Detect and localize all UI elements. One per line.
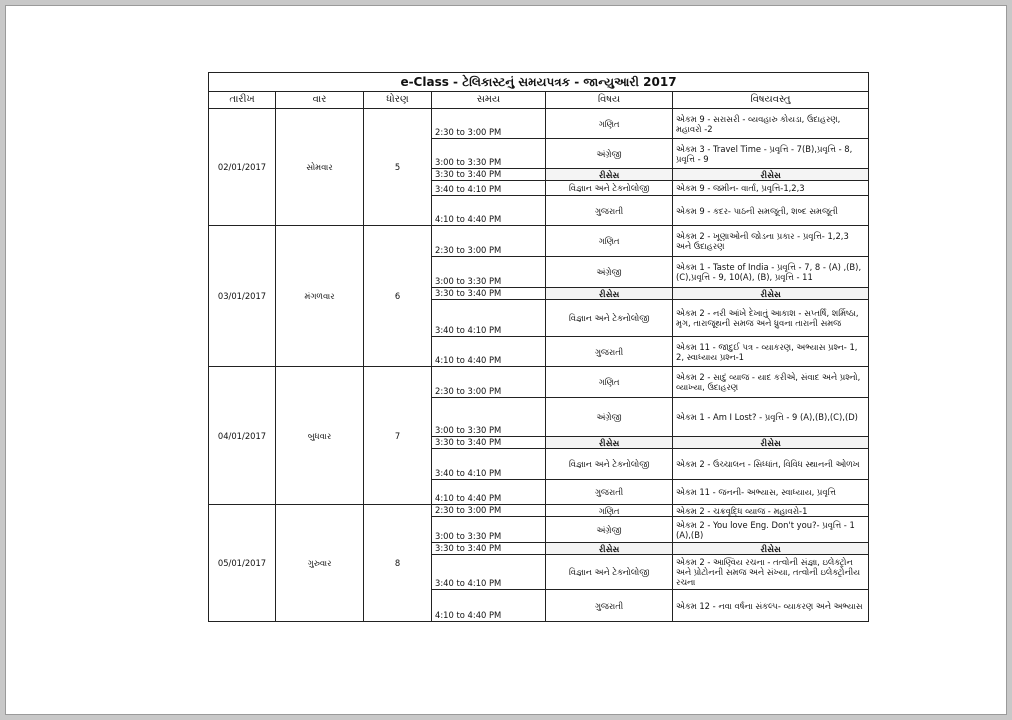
slot-content: રીસેસ [673,288,869,300]
slot-time: 4:10 to 4:40 PM [432,196,546,226]
schedule-table [208,72,869,622]
row-date: 05/01/2017 [209,505,276,622]
slot-content: એકમ 2 - આણ્વિય રચના - તત્વોની સંજ્ઞા, ઇલેક્ટ્રોન અને પ્રોટોનની સમજ અને સંખ્યા, તત્વોની ઇલેક્ટ્રોનીય રચના [673,555,869,590]
slot-subject: ગુજરાતી [546,337,673,367]
slot-content: એકમ 2 - નરી આંખે દેખાતું આકાશ - સપ્તર્ષિ, શર્મિષ્ઠા, મૃગ, તારાજૂથની સમજ અને ધ્રુવના તારાની સમજ [673,300,869,337]
slot-content: રીસેસ [673,169,869,181]
slot-time: 2:30 to 3:00 PM [432,226,546,257]
slot-time: 4:10 to 4:40 PM [432,480,546,505]
slot-time: 3:30 to 3:40 PM [432,169,546,181]
header-subject: વિષય [546,92,673,109]
title-row [209,73,869,92]
row-day: ગુરુવાર [276,505,364,622]
header-standard: ધોરણ [364,92,432,109]
row-date: 03/01/2017 [209,226,276,367]
slot-content: રીસેસ [673,437,869,449]
slot-time: 3:00 to 3:30 PM [432,517,546,543]
slot-subject: વિજ્ઞાન અને ટેક્નોલોજી [546,449,673,480]
slot-time: 3:30 to 3:40 PM [432,288,546,300]
slot-content: એકમ 2 - ખૂણાઓની જોડના પ્રકાર - પ્રવૃત્તિ- 1,2,3 અને ઉદાહરણ [673,226,869,257]
slot-subject: અંગ્રેજી [546,139,673,169]
slot-subject: ગુજરાતી [546,480,673,505]
slot-time: 3:40 to 4:10 PM [432,555,546,590]
slot-time: 4:10 to 4:40 PM [432,337,546,367]
slot-subject: રીસેસ [546,543,673,555]
slot-content: એકમ 3 - Travel Time - પ્રવૃત્તિ - 7(B),પ્રવૃત્તિ - 8, પ્રવૃત્તિ - 9 [673,139,869,169]
slot-subject: ગણિત [546,505,673,517]
slot-time: 3:00 to 3:30 PM [432,398,546,437]
row-date: 04/01/2017 [209,367,276,505]
slot-content: એકમ 11 - જાદુઈ પત્ર - વ્યાકરણ, અભ્યાસ પ્રશ્ન- 1, 2, સ્વાધ્યાય પ્રશ્ન-1 [673,337,869,367]
table-row [209,367,869,398]
row-standard: 8 [364,505,432,622]
slot-time: 3:00 to 3:30 PM [432,257,546,288]
header-time: સમય [432,92,546,109]
slot-time: 2:30 to 3:00 PM [432,367,546,398]
slot-content: એકમ 1 - Taste of India - પ્રવૃત્તિ - 7, 8 - (A) ,(B), (C),પ્રવૃત્તિ - 9, 10(A), (B), પ્રવૃત્તિ - 11 [673,257,869,288]
header-row [209,92,869,109]
row-standard: 6 [364,226,432,367]
slot-subject: રીસેસ [546,169,673,181]
row-standard: 5 [364,109,432,226]
slot-content: એકમ 9 - જમીન- વાર્તા, પ્રવૃત્તિ-1,2,3 [673,181,869,196]
row-day: બુધવાર [276,367,364,505]
slot-content: રીસેસ [673,543,869,555]
slot-content: એકમ 9 - સરાસરી - વ્યવહારુ કોયડા, ઉદાહરણ, મહાવરો -2 [673,109,869,139]
slot-time: 3:30 to 3:40 PM [432,437,546,449]
slot-content: એકમ 1 - Am I Lost? - પ્રવૃત્તિ - 9 (A),(B),(C),(D) [673,398,869,437]
slot-subject: ગણિત [546,367,673,398]
slot-time: 2:30 to 3:00 PM [432,505,546,517]
table-row [209,109,869,139]
slot-content: એકમ 2 - You love Eng. Don't you?- પ્રવૃત્તિ - 1 (A),(B) [673,517,869,543]
schedule-title: e-Class - ટેલિકાસ્ટનું સમયપત્રક - જાન્યુઆરી 2017 [209,73,869,92]
slot-subject: અંગ્રેજી [546,257,673,288]
document-page [6,6,1006,714]
slot-subject: વિજ્ઞાન અને ટેક્નોલોજી [546,300,673,337]
slot-time: 2:30 to 3:00 PM [432,109,546,139]
slot-subject: વિજ્ઞાન અને ટેક્નોલોજી [546,181,673,196]
slot-content: એકમ 9 - કદર- પાઠની સમજૂતી, શબ્દ સમજૂતી [673,196,869,226]
row-date: 02/01/2017 [209,109,276,226]
slot-time: 3:40 to 4:10 PM [432,449,546,480]
header-day: વાર [276,92,364,109]
row-day: મંગળવાર [276,226,364,367]
slot-subject: રીસેસ [546,288,673,300]
header-content: વિષયવસ્તુ [673,92,869,109]
header-date: તારીખ [209,92,276,109]
slot-time: 3:00 to 3:30 PM [432,139,546,169]
slot-content: એકમ 12 - નવા વર્ષના સંકલ્પ- વ્યાકરણ અને અભ્યાસ [673,590,869,622]
slot-content: એકમ 2 - ચક્રવૃદ્ધિ વ્યાજ - મહાવરો-1 [673,505,869,517]
slot-subject: ગણિત [546,226,673,257]
row-standard: 7 [364,367,432,505]
slot-content: એકમ 2 - ઉચ્ચાલન - સિધ્ધાંત, વિવિધ સ્થાનની ઓળખ [673,449,869,480]
slot-time: 3:40 to 4:10 PM [432,300,546,337]
slot-time: 3:30 to 3:40 PM [432,543,546,555]
table-row [209,505,869,517]
slot-subject: અંગ્રેજી [546,398,673,437]
slot-time: 4:10 to 4:40 PM [432,590,546,622]
slot-subject: રીસેસ [546,437,673,449]
slot-subject: ગુજરાતી [546,590,673,622]
table-row [209,226,869,257]
slot-subject: ગણિત [546,109,673,139]
row-day: સોમવાર [276,109,364,226]
slot-subject: ગુજરાતી [546,196,673,226]
slot-time: 3:40 to 4:10 PM [432,181,546,196]
slot-content: એકમ 11 - જનની- અભ્યાસ, સ્વાધ્યાય, પ્રવૃત્તિ [673,480,869,505]
slot-subject: વિજ્ઞાન અને ટેક્નોલોજી [546,555,673,590]
slot-subject: અંગ્રેજી [546,517,673,543]
slot-content: એકમ 2 - સાદું વ્યાજ - યાદ કરીએ, સંવાદ અને પ્રશ્નો, વ્યાખ્યા, ઉદાહરણ [673,367,869,398]
